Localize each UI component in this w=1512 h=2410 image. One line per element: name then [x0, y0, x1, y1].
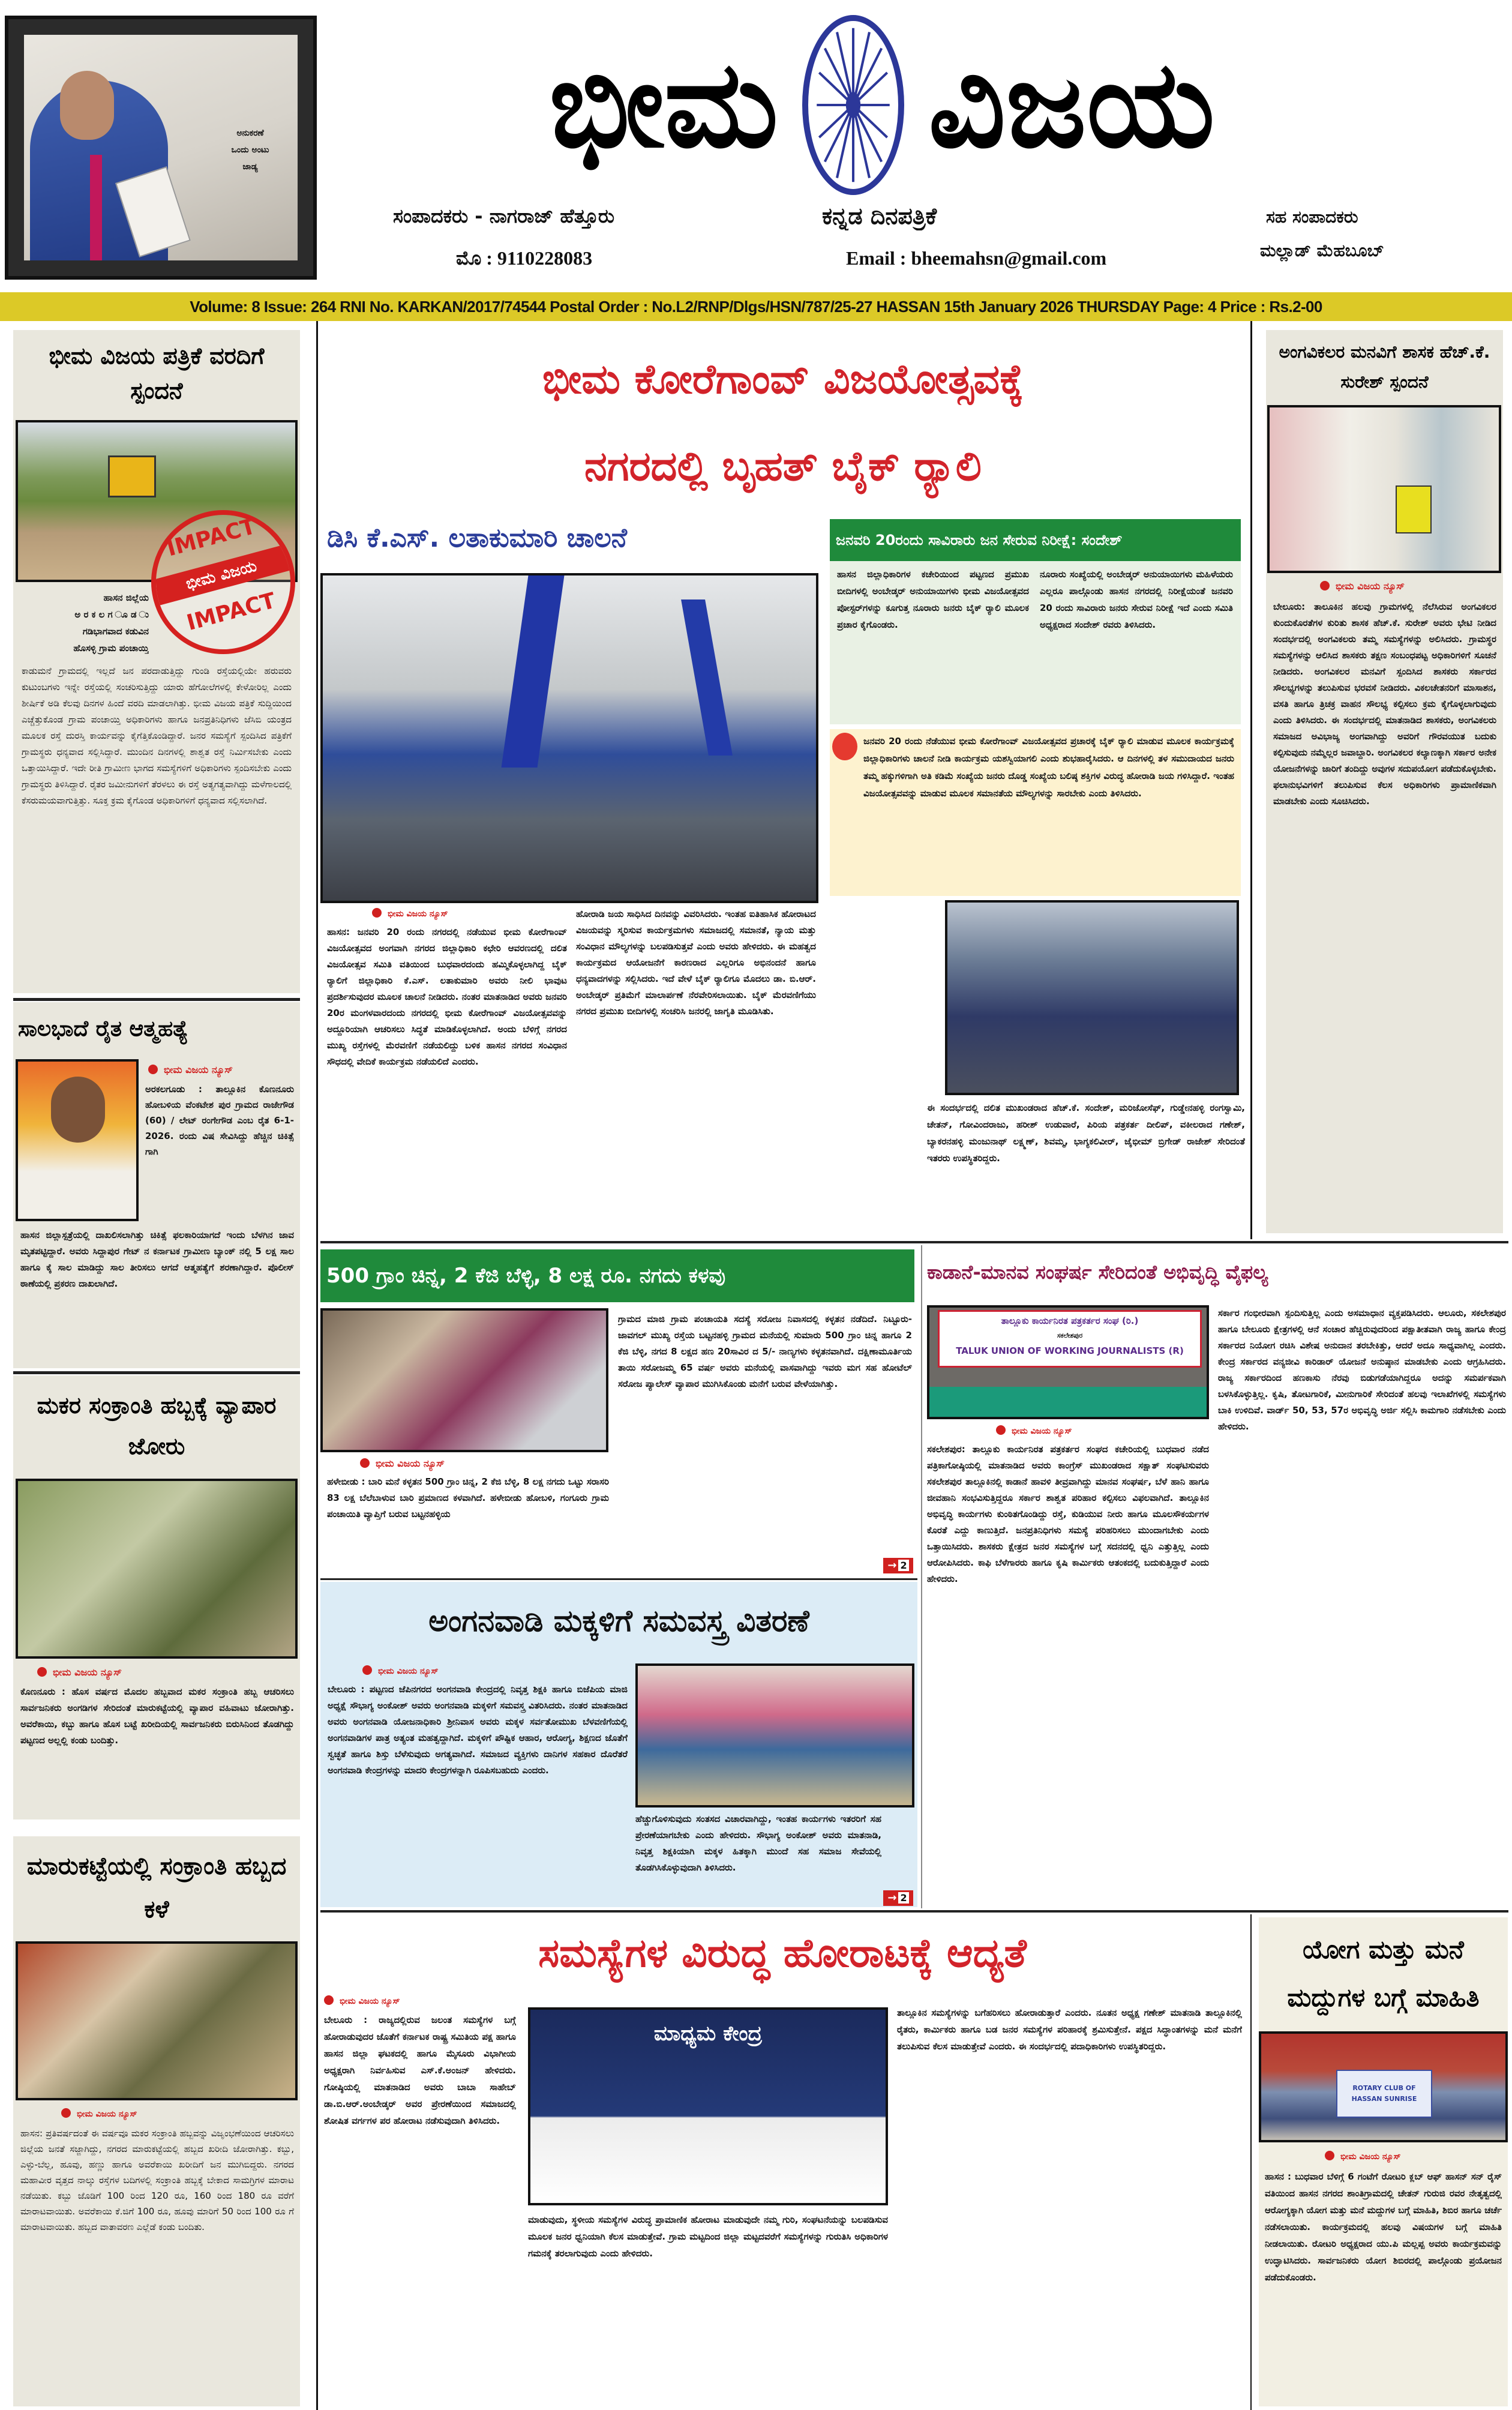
theft-title: 500 ಗ್ರಾಂ ಚಿನ್ನ, 2 ಕೆಜಿ ಬೆಳ್ಳಿ, 8 ಲಕ್ಷ ರೂ. ನಗದು ಕಳವು: [320, 1249, 914, 1302]
memorial-photo: [945, 900, 1239, 1095]
yoga-story: [1259, 1917, 1508, 2406]
lead-sidebar-col2: ನೂರಾರು ಸಂಖ್ಯೆಯಲ್ಲಿ ಅಂಬೇಡ್ಕರ್ ಅನುಯಾಯಿಗಳು ಮಹಿಳೆಯರು ಎಲ್ಲರೂ ಪಾಲ್ಗೊಂಡು ಹಾಸನ ನಗರದಲ್ಲಿ ನಿರೀಕ್ಷೆಯಂತೆ ಜನವರಿ 20 ರಂದು ಸಾವಿರಾರು ಜನರು ಸೇರುವ ನಿರೀಕ್ಷೆ ಇದೆ ಎಂದು ಸಮಿತಿ ಅಧ್ಯಕ್ಷರಾದ ಸಂದೇಶ್ ರವರು ತಿಳಿಸಿದರು.: [1040, 569, 1233, 630]
section-divider: [13, 998, 300, 1001]
section-divider: [320, 1241, 1508, 1243]
market-body: ಹಾಸನ: ಪ್ರತಿವರ್ಷದಂತೆ ಈ ವರ್ಷವೂ ಮಕರ ಸಂಕ್ರಾಂತಿ ಹಬ್ಬವನ್ನು ವಿಜೃಂಭಣೆಯಿಂದ ಆಚರಿಸಲು ಜಿಲ್ಲೆಯ ಜನತೆ ಸಜ್ಜಾಗಿದ್ದು, ನಗರದ ಮಾರುಕಟ್ಟೆಯಲ್ಲಿ ಹಬ್ಬದ ಖರೀದಿ ಜೋರಾಗಿತ್ತು. ಕಬ್ಬು, ಎಳ್ಳು-ಬೆಲ್ಲ, ಹೂವು, ಹಣ್ಣು ಹಾಗೂ ಅವರೆಕಾಯಿ ಖರೀದಿಗೆ ಜನ ಮುಗಿಬಿದ್ದರು. ನಗರದ ಮಹಾವೀರ ವೃತ್ತದ ನಾಲ್ಕು ರಸ್ತೆಗಳ ಬದಿಗಳಲ್ಲಿ ಸಂಕ್ರಾಂತಿ ಹಬ್ಬಕ್ಕೆ ಬೇಕಾದ ಸಾಮಗ್ರಿಗಳ ಮಾರಾಟ ನಡೆಯಿತು. ಕಬ್ಬು ಜೊಡಿಗೆ 100 ರಿಂದ 120 ರೂ, 160 ರಿಂದ 180 ರೂ ವರೆಗೆ ಮಾರಾಟವಾಯಿತು. ಅವರೆಕಾಯಿ ಕೆ.ಜಿಗೆ 100 ರೂ, ಹೂವು ಮಾರಿಗೆ 50 ರಿಂದ 100 ರೂ ಗೆ ಮಾರಾಟವಾಯಿತು. ಹಬ್ಬದ ವಾತಾವರಣ ಎಲ್ಲೆಡೆ ಕಂಡು ಬಂದಿತು.: [20, 2128, 294, 2232]
market-title: ಮಾರುಕಟ್ಟೆಯಲ್ಲಿ ಸಂಕ್ರಾಂತಿ ಹಬ್ಬದ ಕಳೆ: [26, 1853, 287, 1923]
blue-flag-shape: [502, 575, 565, 768]
lead-sidebar-col1: ಹಾಸನ ಜಿಲ್ಲಾಧಿಕಾರಿಗಳ ಕಚೇರಿಯಿಂದ ಪಟ್ಟಣದ ಪ್ರಮುಖ ಬೀದಿಗಳಲ್ಲಿ ಅಂಬೇಡ್ಕರ್ ಅನುಯಾಯಿಗಳು ಭೀಮ ವಿಜಯೋತ್ಸವದ ಪೋಸ್ಟರ್‌ಗಳನ್ನು ಕೂಗುತ್ತ ನೂರಾರು ಜನರು ಬೈಕ್ ರ್‍ಯಾಲಿ ಮೂಲಕ ಪ್ರಚಾರ ಕೈಗೊಂಡರು.: [837, 569, 1029, 630]
impact-story: [13, 330, 300, 993]
struggle-title: ಸಮಸ್ಯೆಗಳ ವಿರುದ್ಧ ಹೋರಾಟಕ್ಕೆ ಆದ್ಯತೆ: [538, 1930, 1027, 1976]
struggle-body-col1: ಬೇಲೂರು : ರಾಜ್ಯದಲ್ಲಿರುವ ಜಲಂತ ಸಮಸ್ಯೆಗಳ ಬಗ್ಗೆ ಹೋರಾಡುವುದರ ಜೊತೆಗೆ ಕರ್ನಾಟಕ ರಾಷ್ಟ್ರ ಸಮಿತಿಯ ಪಕ್ಷ ಹಾಗೂ ಹಾಸನ ಜಿಲ್ಲಾ ಘಟಕದಲ್ಲಿ ಹಾಗೂ ಮೈಸೂರು ವಿಭಾಗೀಯ ಅಧ್ಯಕ್ಷರಾಗಿ ನಿರ್ವಹಿಸುವ ಎಸ್.ಕೆ.ಅಂಜನ್ ಹೇಳಿದರು. ಗೋಷ್ಠಿಯಲ್ಲಿ ಮಾತನಾಡಿದ ಅವರು ಬಾಬಾ ಸಾಹೇಬ್ ಡಾ.ಬಿ.ಆರ್.ಅಂಬೇಡ್ಕರ್ ಅವರ ಪ್ರೇರಣೆಯಿಂದ ಸಮಾಜದಲ್ಲಿ ಶೋಷಿತ ವರ್ಗಗಳ ಪರ ಹೋರಾಟ ನಡೆಸುವುದಾಗಿ ತಿಳಿಸಿದರು.: [324, 2015, 516, 2126]
elephant-title: ಕಾಡಾನೆ-ಮಾನವ ಸಂಘರ್ಷ ಸೇರಿದಂತೆ ಅಭಿವೃದ್ಧಿ ವೈಫಲ್ಯ: [927, 1261, 1268, 1284]
mla-visit-photo: [1267, 405, 1501, 573]
table-shape: [929, 1387, 1207, 1417]
farmer-side-text: ಅರಕಲಗೂಡು : ತಾಲ್ಲೂಕಿನ ಕೊಣನೂರು ಹೋಬಳಿಯ ವೆಂಕಟೇಶ ಪುರ ಗ್ರಾಮದ ರಾಜೇಗೌಡ (60) / ಲೇಟ್ ರಂಗೇಗೌಡ ಎಂಬ ರೈತ 6-1-2026. ರಂದು ವಿಷ ಸೇವಿಸಿದ್ದು ಹೆಚ್ಚಿನ ಚಿಕಿತ್ಸೆ ಗಾಗಿ: [145, 1084, 294, 1157]
co-editor-name: ಮಲ್ಲಾಡ್ ಮೆಹಬೂಬ್: [1260, 241, 1384, 260]
contact-email[interactable]: Email : bheemahsn@gmail.com: [846, 247, 1107, 269]
portrait-photo: [24, 35, 298, 260]
column-divider: [1250, 321, 1252, 1239]
farmer-title: ಸಾಲಭಾದೆ ರೈತ ಆತ್ಮಹತ್ಯೆ: [18, 1017, 188, 1041]
lead-byline: ಭೀಮ ವಿಜಯ ನ್ಯೂಸ್: [372, 906, 564, 922]
lead-subhead: ಡಿಸಿ ಕೆ.ಎಸ್. ಲತಾಕುಮಾರಿ ಚಾಲನೆ: [327, 523, 627, 553]
lead-body-col1: ಹಾಸನ: ಜನವರಿ 20 ರಂದು ನಗರದಲ್ಲಿ ನಡೆಯುವ ಭೀಮ ಕೋರೆಗಾಂವ್ ವಿಜಯೋತ್ಸವದ ಅಂಗವಾಗಿ ನಗರದ ಜಿಲ್ಲಾಧಿಕಾರಿ ಕಛೇರಿ ಆವರಣದಲ್ಲಿ ದಲಿತ ವಿಜಯೋತ್ಸವ ಸಮಿತಿ ವತಿಯಿಂದ ಬುಧವಾರದಂದು ಹಮ್ಮಿಕೊಳ್ಳಲಾಗಿದ್ದ ಬೈಕ್ ರ್‍ಯಾಲಿಗೆ ಜಿಲ್ಲಾಧಿಕಾರಿ ಕೆ.ಎಸ್. ಲತಾಕುಮಾರಿ ಅವರು ನೀಲಿ ಭಾವುಟ ಪ್ರದರ್ಶಿಸುವುದರ ಮೂಲಕ ಚಾಲನೆ ನೀಡಿದರು. ನಂತರ ಮಾತನಾಡಿದ ಅವರು ಜನವರಿ 20ರ ಮಂಗಳವಾರದಂದು ನಗರದಲ್ಲಿ ಭೀಮ ಕೋರೆಗಾಂವ್ ವಿಜಯೋತ್ಸವವನ್ನು ಅದ್ದೂರಿಯಾಗಿ ಆಚರಿಸಲು ಸಿದ್ಧತೆ ಮಾಡಿಕೊಳ್ಳಲಾಗಿದೆ. ಅಂದು ಬೆಳಿಗ್ಗೆ ನಗರದ ಮುಖ್ಯ ರಸ್ತೆಗಳಲ್ಲಿ ಮೆರವಣಿಗೆ ನಡೆಯಲಿದ್ದು ಬಳಿಕ ಹಾಸನ ನಗರದ ಸಂವಿಧಾನ ಸೌಧದಲ್ಲಿ ವೇದಿಕೆ ಕಾರ್ಯಕ್ರಮ ನಡೆಯಲಿದೆ ಎಂದರು.: [327, 927, 567, 1067]
press-meet-photo: [927, 1305, 1209, 1419]
column-divider: [316, 321, 318, 2410]
struggle-body-col2: ಮಾಡುವುದು, ಸ್ಥಳೀಯ ಸಮಸ್ಯೆಗಳ ವಿರುದ್ಧ ಪ್ರಾಮಾಣಿಕ ಹೋರಾಟ ಮಾಡುವುದೇ ನಮ್ಮ ಗುರಿ, ಸಂಘಟನೆಯನ್ನು ಬಲಪಡಿಸುವ ಮೂಲಕ ಜನರ ಧ್ವನಿಯಾಗಿ ಕೆಲಸ ಮಾಡುತ್ತೇವೆ. ಗ್ರಾಮ ಮಟ್ಟದಿಂದ ಜಿಲ್ಲಾ ಮಟ್ಟದವರೆಗೆ ಸಮಸ್ಯೆಗಳನ್ನು ಗುರುತಿಸಿ ಅಧಿಕಾರಿಗಳ ಗಮನಕ್ಕೆ ತರಲಾಗುವುದು ಎಂದು ಹೇಳಿದರು.: [528, 2214, 888, 2259]
edition-info-text: Volume: 8 Issue: 264 RNI No. KARKAN/2017/74544 Postal Order : No.L2/RNP/Dlgs/HSN/787/25-27 HASSAN 15th January 2026 THURSDAY Page: 4 Price : Rs.2-00: [190, 298, 1322, 316]
yellow-board-shape: [1396, 485, 1432, 533]
media-centre-banner: ಮಾಧ್ಯಮ ಕೇಂದ್ರ: [653, 2022, 763, 2046]
sankranti-body: ಕೊಣನೂರು : ಹೊಸ ವರ್ಷದ ಮೊದಲ ಹಬ್ಬವಾದ ಮಕರ ಸಂಕ್ರಾಂತಿ ಹಬ್ಬ ಆಚರಿಸಲು ಸಾರ್ವಜನಿಕರು ಅಂಗಡಿಗಳ ಸೇರಿದಂತೆ ಮಾರುಕಟ್ಟೆಯಲ್ಲಿ ವ್ಯಾಪಾರ ವಹಿವಾಟು ಜೋರಾಗಿತ್ತು. ಅವರೆಕಾಯಿ, ಕಬ್ಬು ಹಾಗೂ ಹೊಸ ಬಟ್ಟೆ ಖರೀದಿಯಲ್ಲಿ ಸಾರ್ವಜನಿಕರು ಬಿರುಸಿನಿಂದ ತೊಡಗಿದ್ದು ಪಟ್ಟಣದ ಅಲ್ಲಲ್ಲಿ ಕಂಡು ಬಂದಿತ್ತು.: [20, 1686, 294, 1746]
sankranti-byline: ಭೀಮ ವಿಜಯ ನ್ಯೂಸ್: [37, 1665, 277, 1680]
yoga-title: ಯೋಗ ಮತ್ತು ಮನೆ ಮದ್ದುಗಳ ಬಗ್ಗೆ ಮಾಹಿತಿ: [1287, 1935, 1480, 2012]
editor-name: ಸಂಪಾದಕರು - ನಾಗರಾಜ್ ಹೆತ್ತೂರು: [393, 205, 615, 227]
anganwadi-title: ಅಂಗನವಾಡಿ ಮಕ್ಕಳಿಗೆ ಸಮವಸ್ತ್ರ ವಿತರಣೆ: [428, 1603, 809, 1638]
disabled-story: [1266, 330, 1503, 1233]
paper-type: ಕನ್ನಡ ದಿನಪತ್ರಿಕೆ: [822, 203, 937, 229]
rotary-banner: ROTARY CLUB OF HASSAN SUNRISE: [1336, 2070, 1432, 2118]
elephant-body-col2: ಸರ್ಕಾರ ಗಂಭೀರವಾಗಿ ಸ್ಪಂದಿಸುತ್ತಿಲ್ಲ ಎಂದು ಅಸಮಾಧಾನ ವ್ಯಕ್ತಪಡಿಸಿದರು. ಆಲೂರು, ಸಕಲೇಶಪುರ ಹಾಗೂ ಬೇಲೂರು ಕ್ಷೇತ್ರಗಳಲ್ಲಿ ಆನೆ ಸಂಚಾರ ಹೆಚ್ಚಿರುವುದರಿಂದ ಪಕ್ಷಾತೀತವಾಗಿ ರಾಜ್ಯ ಹಾಗೂ ಕೇಂದ್ರ ಸರ್ಕಾರದ ನಿಯೋಗ ರಚಿಸಿ ವಿಶೇಷ ಅನುದಾನ ತರಬೇಕಿತ್ತು, ಆದರೆ ಅದೂ ಸಾಧ್ಯವಾಗಿಲ್ಲ ಎಂದರು. ಕೇಂದ್ರ ಸರ್ಕಾರದ ವನ್ಯಜೀವಿ ಕಾರಿಡಾರ್ ಯೋಜನೆ ಅನುಷ್ಠಾನ ಮಾಡಬೇಕು ಎಂದು ಆಗ್ರಹಿಸಿದರು. ರಾಜ್ಯ ಸರ್ಕಾರದಿಂದ ಹಣಕಾಸು ನೆರವು ಬಿಡುಗಡೆಯಾಗಿದ್ದರೂ ಅದನ್ನು ಸಮರ್ಪಕವಾಗಿ ಬಳಸಿಕೊಳ್ಳುತ್ತಿಲ್ಲ. ಕೃಷಿ, ತೋಟಗಾರಿಕೆ, ಮೀನುಗಾರಿಕೆ ಸೇರಿದಂತೆ ಹಲವು ಇಲಾಖೆಗಳಲ್ಲಿ ಸಮಸ್ಯೆಗಳು ಬಾಕಿ ಉಳಿದಿವೆ. ವಾರ್ಡ್ 50, 53, 57ರ ಅಭಿವೃದ್ಧಿ ಅರ್ಜಿ ಸಲ್ಲಿಸಿ ಕಾಮಗಾರಿ ನಡೆಸಬೇಕು ಎಂದು ಹೇಳಿದರು.: [1218, 1308, 1506, 1432]
lead-caption: ಈ ಸಂದರ್ಭದಲ್ಲಿ ದಲಿತ ಮುಖಂಡರಾದ ಹೆಚ್.ಕೆ. ಸಂದೇಶ್, ಮರಿಜೋಸೆಫ್, ಗುಡ್ಡೇನಹಳ್ಳಿ ರಂಗಸ್ವಾಮಿ, ಚೇತನ್, ಗೋವಿಂದರಾಜು, ಹರೀಶ್ ಉಡುವಾರೆ, ಪಿರಿಯ ಪತ್ರಕರ್ತ ದೀಲಿಪ್, ವಕೀಲರಾದ ಗಣೇಶ್, ಬ್ಯಾಕರನಹಳ್ಳಿ ಮಂಜುನಾಥ್ ಲಕ್ಷ್ಮಣ್, ಶಿವಮ್ಮ, ಭಾಗ್ಯಕಲಿವೀರ್, ಜೈಭೀಮ್ ಬ್ರಿಗೇಡ್ ರಾಜೇಶ್ ಸೇರಿದಂತೆ ಇತರರು ಉಪಸ್ಥಿತರಿದ್ದರು.: [927, 1102, 1245, 1164]
farmer-story: [13, 1002, 300, 1368]
disabled-byline: ಭೀಮ ವಿಜಯ ನ್ಯೂಸ್: [1320, 578, 1494, 594]
sugarcane-market-photo: [16, 1479, 298, 1659]
farmer-photo: [16, 1059, 139, 1221]
lead-body-col2: ಹೋರಾಡಿ ಜಯ ಸಾಧಿಸಿದ ದಿನವನ್ನು ವಿವರಿಸಿದರು. ಇಂತಹ ಐತಿಹಾಸಿಕ ಹೋರಾಟದ ವಿಜಯವನ್ನು ಸ್ಮರಿಸುವ ಕಾರ್ಯಕ್ರಮಗಳು ಸಮಾಜದಲ್ಲಿ ಸಮಾನತೆ, ನ್ಯಾಯ ಮತ್ತು ಸಂವಿಧಾನ ಮೌಲ್ಯಗಳನ್ನು ಬಲಪಡಿಸುತ್ತವೆ ಎಂದು ಅವರು ಹೇಳಿದರು. ಈ ಮಹತ್ವದ ಕಾರ್ಯಕ್ರಮದ ಆಯೋಜನೆಗೆ ಕಾರಣರಾದ ಎಲ್ಲರಿಗೂ ಅಭಿನಂದನೆ ಹಾಗೂ ಧನ್ಯವಾದಗಳನ್ನು ಸಲ್ಲಿಸಿದರು. ಇದೆ ವೇಳೆ ಬೈಕ್ ರ್‍ಯಾಲಿಗೂ ಮೊದಲು ಡಾ. ಬಿ.ಆರ್. ಅಂಬೇಡ್ಕರ್ ಪ್ರತಿಮೆಗೆ ಮಾಲಾರ್ಪಣೆ ನೆರವೇರಿಸಲಾಯಿತು. ಬೈಕ್ ಮೆರವಣಿಗೆಯು ನಗರದ ಪ್ರಮುಖ ಬೀದಿಗಳಲ್ಲಿ ಸಂಚರಿಸಿ ಜನರಲ್ಲಿ ಜಾಗೃತಿ ಮೂಡಿಸಿತು.: [576, 909, 816, 1017]
impact-stamp: IMPACT ಭೀಮ ವಿಜಯ IMPACT: [135, 494, 300, 670]
blue-flag-shape: [681, 599, 733, 756]
section-divider: [320, 1578, 917, 1580]
anganwadi-body-col1: ಬೇಲೂರು : ಪಟ್ಟಣದ ಜೆಪಿನಗರದ ಅಂಗನವಾಡಿ ಕೇಂದ್ರದಲ್ಲಿ ನಿವೃತ್ತ ಶಿಕ್ಷಕಿ ಹಾಗೂ ಬಿಜೆಪಿಯ ಮಾಜಿ ಅಧ್ಯಕ್ಷೆ ಸೌಭಾಗ್ಯ ಅಂಕೋಶ್ ಅವರು ಅಂಗನವಾಡಿ ಮಕ್ಕಳಿಗೆ ಸಮವಸ್ತ್ರ ವಿತರಿಸಿದರು. ನಂತರ ಮಾತನಾಡಿದ ಅವರು ಅಂಗನವಾಡಿ ಯೋಜನಾಧಿಕಾರಿ ಶ್ರೀನಿವಾಸ ಅವರು ಮಕ್ಕಳ ಸರ್ವತೋಮುಖ ಬೆಳವಣಿಗೆಯಲ್ಲಿ ಅಂಗನವಾಡಿಗಳ ಪಾತ್ರ ಅತ್ಯಂತ ಮಹತ್ವದ್ದಾಗಿದೆ. ಮಕ್ಕಳಿಗೆ ಪೌಷ್ಟಿಕ ಆಹಾರ, ಆರೋಗ್ಯ, ಶಿಕ್ಷಣದ ಜೊತೆಗೆ ಸ್ವಚ್ಛತೆ ಹಾಗೂ ಶಿಸ್ತು ಬೆಳೆಸುವುದು ಅಗತ್ಯವಾಗಿದೆ. ಸಮಾಜದ ವ್ಯಕ್ತಿಗಳು ದಾನಿಗಳ ಸಹಕಾರ ದೊರೆತರೆ ಅಂಗನವಾಡಿ ಕೇಂದ್ರಗಳನ್ನು ಮಾದರಿ ಕೇಂದ್ರಗಳನ್ನಾಗಿ ರೂಪಿಸಬಹುದು ಎಂದರು.: [328, 1684, 628, 1776]
anganwadi-story: [320, 1582, 917, 1907]
impact-body: ಕಾಡುಮನೆ ಗ್ರಾಮದಲ್ಲಿ ಇಲ್ಲದೆ ಜನ ಪರದಾಡುತ್ತಿದ್ದು ಗುಂಡಿ ರಸ್ತೆಯಲ್ಲಿಯೇ ಹರುವರು ಕುಟುಂಬಗಳು ಇನ್ನೇ ರಸ್ತೆಯಲ್ಲಿ ಸಂಚರಿಸುತ್ತಿದ್ದು ಯಾರು ಹೆಗೋಲೆಗಳಲ್ಲಿ ಕೇಳೋರಿಲ್ಲ ಎಂದು ಶೀರ್ಷಿಕೆ ಅಡಿ ಕೆಲವು ದಿನಗಳ ಹಿಂದೆ ವರದಿ ಮಾಡಲಾಗಿತ್ತು. ಭೀಮ ವಿಜಯ ಪತ್ರಿಕೆ ಸುದ್ದಿಯಿಂದ ಎಚ್ಚೆತ್ತುಕೊಂಡ ಗ್ರಾಮ ಪಂಚಾಯ್ತಿ ಅಧಿಕಾರಿಗಳು ಹಾಗೂ ಜನಪ್ರತಿನಿಧಿಗಳು ಜೆಸಿಬಿ ಯಂತ್ರದ ಮೂಲಕ ರಸ್ತೆ ದುರಸ್ತಿ ಕಾರ್ಯವನ್ನು ಕೈಗೆತ್ತಿಕೊಂಡಿದ್ದಾರೆ. ಜನರ ಸಮಸ್ಯೆಗೆ ಸ್ಪಂದಿಸಿದ ಪತ್ರಿಕೆಗೆ ಗ್ರಾಮಸ್ಥರು ಧನ್ಯವಾದ ಸಲ್ಲಿಸಿದ್ದಾರೆ. ಮುಂದಿನ ದಿನಗಳಲ್ಲಿ ಶಾಶ್ವತ ರಸ್ತೆ ನಿರ್ಮಿಸಬೇಕು ಎಂದು ಒತ್ತಾಯಿಸಿದ್ದಾರೆ. ಇದೇ ರೀತಿ ಗ್ರಾಮೀಣ ಭಾಗದ ಸಮಸ್ಯೆಗಳಿಗೆ ಅಧಿಕಾರಿಗಳು ಸ್ಪಂದಿಸಬೇಕು ಎಂದು ಗ್ರಾಮಸ್ಥರು ತಿಳಿಸಿದ್ದಾರೆ. ರೈತರ ಜಮೀನುಗಳಿಗೆ ತೆರಳಲು ಈ ರಸ್ತೆ ಅತ್ಯಗತ್ಯವಾಗಿದ್ದು ಮಳೆಗಾಲದಲ್ಲಿ ಕೆಸರುಮಯವಾಗುತ್ತಿತ್ತು. ಸೂಕ್ತ ಕ್ರಮ ಕೈಗೊಂಡ ಅಧಿಕಾರಿಗಳಿಗೆ ಧನ್ಯವಾದ ಸಲ್ಲಿಸಲಾಗಿದೆ.: [22, 666, 292, 806]
farmer-byline: ಭೀಮ ವಿಜಯ ನ್ಯೂಸ್: [148, 1062, 295, 1078]
market-photo: [16, 1941, 298, 2100]
lead-sidebar: [830, 561, 1241, 724]
anganwadi-byline: ಭೀಮ ವಿಜಯ ನ್ಯೂಸ್: [362, 1663, 602, 1679]
logo-word-vijaya: ವಿಜಯ: [928, 35, 1215, 175]
farmer-body: ಹಾಸನ ಜಿಲ್ಲಾಸ್ಪತ್ರೆಯಲ್ಲಿ ದಾಖಲಿಸಲಾಗಿತ್ತು ಚಿಕಿತ್ಸೆ ಫಲಕಾರಿಯಾಗದೆ ಇಂದು ಬೆಳಗಿನ ಜಾವ ಮೃತಪಟ್ಟಿದ್ದಾರೆ. ಅವರು ಸಿದ್ದಾಪುರ ಗೇಟ್ ನ ಕರ್ನಾಟಕ ಗ್ರಾಮೀಣ ಬ್ಯಾಂಕ್ ನಲ್ಲಿ 5 ಲಕ್ಷ ಸಾಲ ಹಾಗೂ ಕೈ ಸಾಲ ಮಾಡಿದ್ದು ಸಾಲ ತೀರಿಸಲು ಆಗದೆ ಆತ್ಮಹತ್ಯೆಗೆ ಶರಣಾಗಿದ್ದಾರೆ. ಪೊಲೀಸ್ ಠಾಣೆಯಲ್ಲಿ ಪ್ರಕರಣ ದಾಖಲಾಗಿದೆ.: [20, 1230, 294, 1289]
column-divider: [921, 1245, 922, 1908]
section-divider: [13, 1371, 300, 1374]
market-byline: ಭೀಮ ವಿಜಯ ನ್ಯೂಸ್: [61, 2106, 289, 2122]
elephant-body-col1: ಸಕಲೇಶಪುರ: ತಾಲ್ಲೂಕು ಕಾರ್ಯನಿರತ ಪತ್ರಕರ್ತರ ಸಂಘದ ಕಚೇರಿಯಲ್ಲಿ ಬುಧವಾರ ನಡೆದ ಪತ್ರಿಕಾಗೋಷ್ಠಿಯಲ್ಲಿ ಮಾತನಾಡಿದ ಅವರು ಕಾಂಗ್ರೆಸ್ ಮುಖಂಡರಾದ ಸಕ್ಷಾತ್ ಸಂಘಟಿಸುವರು ಸಕಲೇಶಪುರ ತಾಲ್ಲೂಕಿನಲ್ಲಿ ಕಾಡಾನೆ ಹಾವಳಿ ತೀವ್ರವಾಗಿದ್ದು ಮಾನವ ಸಂಘರ್ಷ, ಬೆಳೆ ಹಾನಿ ಹಾಗೂ ಜೀವಹಾನಿ ಸಂಭವಿಸುತ್ತಿದ್ದರೂ ಸರ್ಕಾರ ಶಾಶ್ವತ ಪರಿಹಾರ ಕಲ್ಪಿಸಲು ವಿಫಲವಾಗಿದೆ. ತಾಲ್ಲೂಕಿನ ಅಭಿವೃದ್ಧಿ ಕಾರ್ಯಗಳು ಕುಂಠಿತಗೊಂಡಿದ್ದು ರಸ್ತೆ, ಕುಡಿಯುವ ನೀರು ಹಾಗೂ ಮೂಲಸೌಕರ್ಯಗಳ ಕೊರತೆ ಎದ್ದು ಕಾಣುತ್ತಿದೆ. ಜನಪ್ರತಿನಿಧಿಗಳು ಸಮಸ್ಯೆ ಪರಿಹರಿಸಲು ಮುಂದಾಗಬೇಕು ಎಂದು ಒತ್ತಾಯಿಸಿದರು. ಶಾಸಕರು ಕ್ಷೇತ್ರದ ಜನರ ಸಮಸ್ಯೆಗಳ ಬಗ್ಗೆ ಸದನದಲ್ಲಿ ಧ್ವನಿ ಎತ್ತುತ್ತಿಲ್ಲ ಎಂದು ಆರೋಪಿಸಿದರು. ಕಾಫಿ ಬೆಳೆಗಾರರು ಹಾಗೂ ಕೃಷಿ ಕಾರ್ಮಿಕರು ಆತಂಕದಲ್ಲಿ ಬದುಕುತ್ತಿದ್ದಾರೆ ಎಂದು ಹೇಳಿದರು.: [927, 1444, 1209, 1584]
lead-quote-text: ಜನವರಿ 20 ರಂದು ನೆಡೆಯುವ ಭೀಮ ಕೋರೆಗಾಂವ್ ವಿಜಯೋತ್ಸವದ ಪ್ರಚಾರಕ್ಕೆ ಬೈಕ್ ರ್‍ಯಾಲಿ ಮಾಡುವ ಮೂಲಕ ಕಾರ್ಯಕ್ರಮಕ್ಕೆ ಜಿಲ್ಲಾಧಿಕಾರಿಗಳು ಚಾಲನೆ ನೀಡಿ ಕಾರ್ಯಕ್ರಮ ಯಶಸ್ವಿಯಾಗಲಿ ಎಂದು ಶುಭಹಾರೈಸಿದರು. ಆ ದಿನಗಳಲ್ಲಿ ತಳ ಸಮುದಾಯದ ಜನರು ತಮ್ಮ ಹಕ್ಕುಗಳಿಗಾಗಿ ಅತಿ ಕಡಿಮೆ ಸಂಖ್ಯೆಯ ಜನರು ದೊಡ್ಡ ಸಂಖ್ಯೆಯ ಬಲಿಷ್ಠ ಶಕ್ತಿಗಳ ವಿರುದ್ಧ ಹೋರಾಡಿ ಜಯ ಗಳಿಸಿದ್ದಾರೆ. ಇಂತಹ ವಿಜಯೋತ್ಸವವನ್ನು ಮಾಡುವ ಮೂಲಕ ಸಮಾನತೆಯ ಮೌಲ್ಯಗಳನ್ನು ಸಾರಬೇಕು ಎಂದು ತಿಳಿಸಿದರು.: [863, 736, 1234, 799]
yoga-byline: ಭೀಮ ವಿಜಯ ನ್ಯೂಸ್: [1325, 2149, 1499, 2165]
struggle-press-photo: [528, 2007, 888, 2205]
sankranti-trade-story: [13, 1375, 300, 1820]
elephant-byline: ಭೀಮ ವಿಜಯ ನ್ಯೂಸ್: [996, 1423, 1200, 1439]
theft-byline: ಭೀಮ ವಿಜಯ ನ್ಯೂಸ್: [360, 1456, 600, 1471]
masthead-portrait: [5, 16, 317, 280]
lead-sidebar-title: ಜನವರಿ 20ರಂದು ಸಾವಿರಾರು ಜನ ಸೇರುವ ನಿರೀಕ್ಷೆ: ಸಂದೇಶ್: [830, 519, 1241, 561]
theft-body-col2: ಗ್ರಾಮದ ಮಾಜಿ ಗ್ರಾಮ ಪಂಚಾಯತಿ ಸದಸ್ಯೆ ಸರೋಜ ನಿವಾಸದಲ್ಲಿ ಕಳ್ಳತನ ನಡೆದಿದೆ. ನಿಟ್ಟೂರು-ಜಾವಗಲ್ ಮುಖ್ಯ ರಸ್ತೆಯ ಬಟ್ಟನಹಳ್ಳಿ ಗ್ರಾಮದ ಮನೆಯಲ್ಲಿ ಸುಮಾರು 500 ಗ್ರಾಂ ಚಿನ್ನ ಹಾಗೂ 2 ಕೆಜಿ ಬೆಳ್ಳಿ, ನಗದ 8 ಲಕ್ಷದ ಹಣ 20ಸಾವಿರ ದ 5/- ನಾಣ್ಯಗಳು ಕಳ್ಳತನವಾಗಿದೆ. ದಕ್ಷಿಣಾಮೂರ್ತಿಯ ತಾಯಿ ಸರೋಜಮ್ಮ 65 ವರ್ಷ ಅವರು ಮನೆಯಲ್ಲಿ ವಾಸವಾಗಿದ್ದು ಇವರು ಮಗ ಸಹ ಹೋಟೆಲ್ ಸರೋಜ ಪ್ಯಾಲೇಸ್ ವ್ಯಾಪಾರ ಮುಗಿಸಿಕೊಂಡು ಮನೆಗೆ ಬರುವ ವೇಳೆಯಾಗಿತ್ತು.: [618, 1314, 912, 1389]
section-divider: [320, 1910, 1508, 1913]
edition-info-bar: [0, 292, 1512, 321]
impact-title: ಭೀಮ ವಿಜಯ ಪತ್ರಿಕೆ ವರದಿಗೆ ಸ್ಪಂದನೆ: [49, 343, 265, 404]
struggle-body-col3: ತಾಲ್ಲೂಕಿನ ಸಮಸ್ಯೆಗಳನ್ನು ಬಗೆಹರಿಸಲು ಹೋರಾಡುತ್ತಾರೆ ಎಂದರು. ನೂತನ ಅಧ್ಯಕ್ಷ ಗಣೇಶ್ ಮಾತನಾಡಿ ತಾಲ್ಲೂಕಿನಲ್ಲಿ ರೈತರು, ಕಾರ್ಮಿಕರು ಹಾಗೂ ಬಡ ಜನರ ಸಮಸ್ಯೆಗಳ ಪರಿಹಾರಕ್ಕೆ ಶ್ರಮಿಸುತ್ತೇನೆ. ಪಕ್ಷದ ಸಿದ್ಧಾಂತಗಳನ್ನು ಮನೆ ಮನೆಗೆ ತಲುಪಿಸುವ ಕೆಲಸ ಮಾಡುತ್ತೇವೆ ಎಂದರು. ಈ ಸಂದರ್ಭದಲ್ಲಿ ಪದಾಧಿಕಾರಿಗಳು ಉಪಸ್ಥಿತರಿದ್ದರು.: [897, 2007, 1242, 2052]
press-banner: ತಾಲ್ಲೂಕು ಕಾರ್ಯನಿರತ ಪತ್ರಕರ್ತರ ಸಂಘ (ರಿ.) ಸಕಲೇಶಪುರ TALUK UNION OF WORKING JOURNALISTS (R): [938, 1310, 1202, 1368]
quote-mark-icon: [832, 733, 857, 760]
rotary-group-photo: [1259, 2031, 1508, 2142]
bike-rally-photo: [320, 573, 818, 903]
lead-quote-box: [830, 729, 1241, 896]
editor-phone: ಮೊ : 9110228083: [456, 247, 593, 269]
newspaper-logo: [336, 12, 1428, 198]
continued-page-link[interactable]: → 2: [883, 1890, 913, 1906]
lead-headline: ಭೀಮ ಕೋರೆಗಾಂವ್ ವಿಜಯೋತ್ಸವಕ್ಕೆ ನಗರದಲ್ಲಿ ಬೃಹತ್ ಬೈಕ್ ರ್‍ಯಾಲಿ: [542, 356, 1024, 490]
portrait-quote: ಅನುಕರಣೆ ಒಂದು ಅಂಟು ಜಾಡ್ಯ: [231, 128, 269, 172]
disabled-title: ಅಂಗವಿಕಲರ ಮನವಿಗೆ ಶಾಸಕ ಹೆಚ್.ಕೆ. ಸುರೇಶ್ ಸ್ಪಂದನೆ: [1279, 342, 1490, 392]
anganwadi-body-col2: ಹೆಚ್ಚುಗೊಳಿಸುವುದು ಸಂತಸದ ವಿಚಾರವಾಗಿದ್ದು, ಇಂತಹ ಕಾರ್ಯಗಳು ಇತರರಿಗೆ ಸಹ ಪ್ರೇರಣೆಯಾಗಬೇಕು ಎಂದು ಹೇಳಿದರು. ಸೌಭಾಗ್ಯ ಅಂಕೋಶ್ ಅವರು ಮಾತನಾಡಿ, ನಿವೃತ್ತ ಶಿಕ್ಷಕಿಯಾಗಿ ಮಕ್ಕಳ ಹಿತಕ್ಕಾಗಿ ಮುಂದೆ ಸಹ ಸಮಾಜ ಸೇವೆಯಲ್ಲಿ ತೊಡಗಿಸಿಕೊಳ್ಳುವುದಾಗಿ ತಿಳಿಸಿದರು.: [635, 1814, 881, 1873]
theft-body-col1: ಹಳೇಬೀಡು : ಬಾರಿ ಮನೆ ಕಳ್ಳತನ 500 ಗ್ರಾಂ ಚಿನ್ನ, 2 ಕೆಜಿ ಬೆಳ್ಳಿ, 8 ಲಕ್ಷ ನಗದು ಒಟ್ಟು ಸರಾಸರಿ 83 ಲಕ್ಷ ಬೆಲೆಬಾಳುವ ಬಾರಿ ಪ್ರಮಾಣದ ಕಳವಾಗಿದೆ. ಹಳೇಬೀಡು ಹೋಬಳಿ, ಗಂಗೂರು ಗ್ರಾಮ ಪಂಚಾಯಿತಿ ವ್ಯಾಪ್ತಿಗೆ ಬರುವ ಬಟ್ಟನಹಳ್ಳಿಯ: [327, 1476, 609, 1519]
co-editor-title: ಸಹ ಸಂಪಾದಕರು: [1266, 207, 1358, 227]
anganwadi-photo: [635, 1663, 914, 1808]
struggle-byline: ಭೀಮ ವಿಜಯ ನ್ಯೂಸ್: [324, 1994, 516, 2009]
logo-word-bheema: ಭೀಮ: [549, 35, 779, 175]
excavator-shape: [108, 455, 156, 497]
column-divider: [1250, 1914, 1252, 2410]
yoga-body: ಹಾಸನ : ಬುಧವಾರ ಬೆಳಿಗ್ಗೆ 6 ಗಂಟೆಗೆ ರೋಟರಿ ಕ್ಲಬ್ ಆಫ್ ಹಾಸನ್ ಸನ್ ರೈಸ್ ವತಿಯಿಂದ ಹಾಸನ ನಗರದ ಶಾಂತಿಗ್ರಾಮದಲ್ಲಿ ಚೇತನ್ ಗುರುಜಿ ರವರ ನೇತೃತ್ವದಲ್ಲಿ ಆರೋಗ್ಯಕ್ಕಾಗಿ ಯೋಗ ಮತ್ತು ಮನೆ ಮದ್ದುಗಳ ಬಗ್ಗೆ ಮಾಹಿತಿ, ಶಿಬಿರ ಹಾಗೂ ಚರ್ಚೆ ನಡೆಸಲಾಯಿತು. ಕಾರ್ಯಕ್ರಮದಲ್ಲಿ ಹಲವು ವಿಷಯಗಳ ಬಗ್ಗೆ ಮಾಹಿತಿ ನೀಡಲಾಯಿತು. ರೋಟರಿ ಅಧ್ಯಕ್ಷರಾದ ಯು.ಪಿ ಮಲ್ಲಪ್ಪ ಅವರು ಕಾರ್ಯಕ್ರಮವನ್ನು ಉದ್ಘಾಟಿಸಿದರು. ಸಾರ್ವಜನಿಕರು ಯೋಗ ಶಿಬಿರದಲ್ಲಿ ಪಾಲ್ಗೊಂಡು ಪ್ರಯೋಜನ ಪಡೆದುಕೊಂಡರು.: [1265, 2171, 1502, 2283]
theft-photo: [320, 1308, 608, 1452]
market-festival-story: [13, 1836, 300, 2406]
disabled-body: ಬೇಲೂರು: ತಾಲೂಕಿನ ಹಲವು ಗ್ರಾಮಗಳಲ್ಲಿ ನೆಲೆಸಿರುವ ಅಂಗವಿಕಲರ ಕುಂದುಕೊರತೆಗಳ ಕುರಿತು ಶಾಸಕ ಹೆಚ್.ಕೆ. ಸುರೇಶ್ ಅವರು ಭೇಟಿ ನೀಡಿದ ಸಂದರ್ಭದಲ್ಲಿ ಅಂಗವಿಕಲರು ತಮ್ಮ ಸಮಸ್ಯೆಗಳನ್ನು ಅಲಿಸಿದರು. ಗ್ರಾಮಸ್ಥರ ಸಮಸ್ಯೆಗಳನ್ನು ಆಲಿಸಿದ ಶಾಸಕರು ತಕ್ಷಣ ಸಂಬಂಧಪಟ್ಟ ಅಧಿಕಾರಿಗಳಿಗೆ ಸೂಚನೆ ನೀಡಿದರು. ಅಂಗವಿಕಲರ ಮನವಿಗೆ ಸ್ಪಂದಿಸಿದ ಶಾಸಕರು ಸರ್ಕಾರದ ಸೌಲಭ್ಯಗಳನ್ನು ತಲುಪಿಸುವ ಭರವಸೆ ನೀಡಿದರು. ವಿಕಲಚೇತನರಿಗೆ ಮಾಸಾಶನ, ವಸತಿ ಹಾಗೂ ತ್ರಿಚಕ್ರ ವಾಹನ ಸೌಲಭ್ಯ ಕಲ್ಪಿಸಲು ಕ್ರಮ ಕೈಗೊಳ್ಳಲಾಗುವುದು ಎಂದು ತಿಳಿಸಿದರು. ಈ ಸಂದರ್ಭದಲ್ಲಿ ಮಾತನಾಡಿದ ಶಾಸಕರು, ಅಂಗವಿಕಲರು ಸಮಾಜದ ಅವಿಭಾಜ್ಯ ಅಂಗವಾಗಿದ್ದು ಅವರಿಗೆ ಗೌರವಯುತ ಬದುಕು ಕಲ್ಪಿಸುವುದು ನಮ್ಮೆಲ್ಲರ ಜವಾಬ್ದಾರಿ. ಅಂಗವಿಕಲರ ಕಲ್ಯಾಣಕ್ಕಾಗಿ ಸರ್ಕಾರ ಅನೇಕ ಯೋಜನೆಗಳನ್ನು ಜಾರಿಗೆ ತಂದಿದ್ದು ಅವುಗಳ ಸದುಪಯೋಗ ಪಡೆದುಕೊಳ್ಳಬೇಕು. ಫಲಾನುಭವಿಗಳಿಗೆ ತಲುಪಿಸುವ ಕೆಲಸ ಅಧಿಕಾರಿಗಳು ಪ್ರಾಮಾಣಿಕವಾಗಿ ಮಾಡಬೇಕು ಎಂದು ಸೂಚಿಸಿದರು.: [1273, 601, 1496, 807]
sankranti-title: ಮಕರ ಸಂಕ್ರಾಂತಿ ಹಬ್ಬಕ್ಕೆ ವ್ಯಾಪಾರ ಜೋರು: [37, 1392, 277, 1459]
continued-page-link[interactable]: → 2: [883, 1558, 913, 1573]
impact-lead: ಹಾಸನ ಜಿಲ್ಲೆಯ ಅ ರ ಕ ಲ ಗ ೂ ಡ ು ಗಡಿಭಾಗವಾದ ಕಡುವಿನ ಹೊಸಳ್ಳಿ ಗ್ರಾಮ ಪಂಚಾಯ್ತಿ: [73, 592, 149, 654]
ashoka-chakra-icon: [802, 15, 904, 195]
